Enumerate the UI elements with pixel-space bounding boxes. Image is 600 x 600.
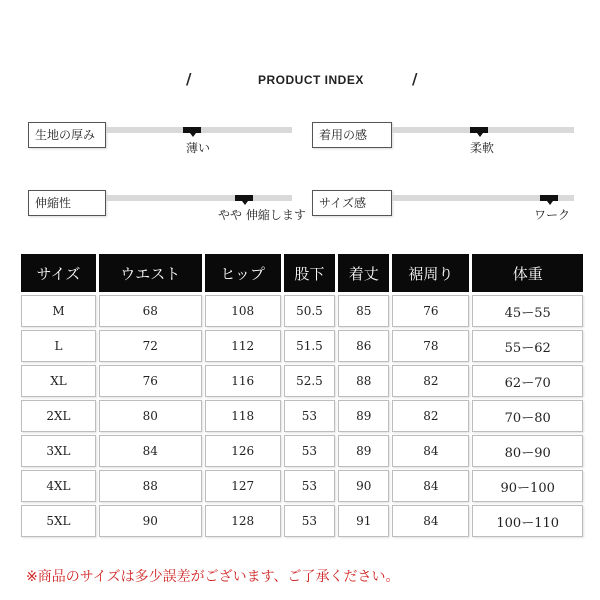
table-row (21, 505, 583, 537)
cell-hem: 82 (392, 400, 469, 432)
cell-waist: 88 (99, 470, 202, 502)
cell-size: XL (21, 365, 96, 397)
cell-weight: 62ー70 (472, 365, 583, 397)
cell-length: 85 (338, 295, 389, 327)
cell-weight: 55ー62 (472, 330, 583, 362)
cell-hem: 84 (392, 505, 469, 537)
page-title: PRODUCT INDEX (258, 73, 364, 87)
cell-size: 3XL (21, 435, 96, 467)
product-index-header (0, 70, 600, 90)
header-waist: ウエスト (99, 254, 202, 292)
index-label-size-feel: サイズ感 (312, 190, 392, 216)
index-value-fabric-thickness: 薄い (186, 141, 211, 155)
header-inseam: 股下 (284, 254, 335, 292)
cell-waist: 80 (99, 400, 202, 432)
cell-inseam: 53 (284, 470, 335, 502)
table-row (21, 470, 583, 502)
table-row (21, 435, 583, 467)
cell-length: 89 (338, 400, 389, 432)
cell-waist: 72 (99, 330, 202, 362)
cell-hip: 127 (205, 470, 281, 502)
cell-hip: 128 (205, 505, 281, 537)
cell-hem: 84 (392, 470, 469, 502)
index-value-wearing-feel: 柔軟 (470, 141, 495, 155)
index-value-stretch: やや 伸縮します (218, 208, 306, 222)
cell-hem: 78 (392, 330, 469, 362)
table-row (21, 365, 583, 397)
cell-weight: 70ー80 (472, 400, 583, 432)
header-hem: 裾周り (392, 254, 469, 292)
cell-weight: 90ー100 (472, 470, 583, 502)
cell-inseam: 50.5 (284, 295, 335, 327)
index-label-fabric-thickness: 生地の厚み (28, 122, 106, 148)
table-row (21, 295, 583, 327)
cell-inseam: 52.5 (284, 365, 335, 397)
table-row (21, 330, 583, 362)
cell-hem: 76 (392, 295, 469, 327)
index-marker-fabric-thickness (183, 127, 201, 133)
cell-hem: 84 (392, 435, 469, 467)
cell-size: M (21, 295, 96, 327)
cell-length: 89 (338, 435, 389, 467)
cell-inseam: 53 (284, 435, 335, 467)
index-marker-stretch (235, 195, 253, 201)
header-weight: 体重 (472, 254, 583, 292)
cell-weight: 100ー110 (472, 505, 583, 537)
cell-length: 86 (338, 330, 389, 362)
header-slash-left: / (186, 70, 192, 88)
header-slash-right: / (412, 70, 418, 88)
index-track-stretch (106, 195, 292, 201)
cell-hem: 82 (392, 365, 469, 397)
cell-hip: 126 (205, 435, 281, 467)
cell-hip: 118 (205, 400, 281, 432)
cell-waist: 84 (99, 435, 202, 467)
cell-weight: 45ー55 (472, 295, 583, 327)
cell-size: 5XL (21, 505, 96, 537)
cell-inseam: 51.5 (284, 330, 335, 362)
cell-waist: 76 (99, 365, 202, 397)
cell-hip: 112 (205, 330, 281, 362)
cell-length: 90 (338, 470, 389, 502)
index-marker-wearing-feel (470, 127, 488, 133)
cell-waist: 90 (99, 505, 202, 537)
header-length: 着丈 (338, 254, 389, 292)
index-label-wearing-feel: 着用の感 (312, 122, 392, 148)
cell-length: 88 (338, 365, 389, 397)
cell-inseam: 53 (284, 400, 335, 432)
cell-weight: 80ー90 (472, 435, 583, 467)
table-header-row (21, 254, 583, 292)
cell-size: L (21, 330, 96, 362)
index-marker-size-feel (540, 195, 558, 201)
cell-size: 2XL (21, 400, 96, 432)
cell-size: 4XL (21, 470, 96, 502)
cell-waist: 68 (99, 295, 202, 327)
size-disclaimer-note: ※商品のサイズは多少誤差がございます、ご了承ください。 (26, 569, 400, 585)
index-value-size-feel: ワーク (534, 208, 571, 222)
cell-hip: 116 (205, 365, 281, 397)
cell-hip: 108 (205, 295, 281, 327)
header-hip: ヒップ (205, 254, 281, 292)
table-row (21, 400, 583, 432)
cell-inseam: 53 (284, 505, 335, 537)
header-size: サイズ (21, 254, 96, 292)
index-label-stretch: 伸縮性 (28, 190, 106, 216)
size-chart-table (18, 251, 586, 540)
cell-length: 91 (338, 505, 389, 537)
